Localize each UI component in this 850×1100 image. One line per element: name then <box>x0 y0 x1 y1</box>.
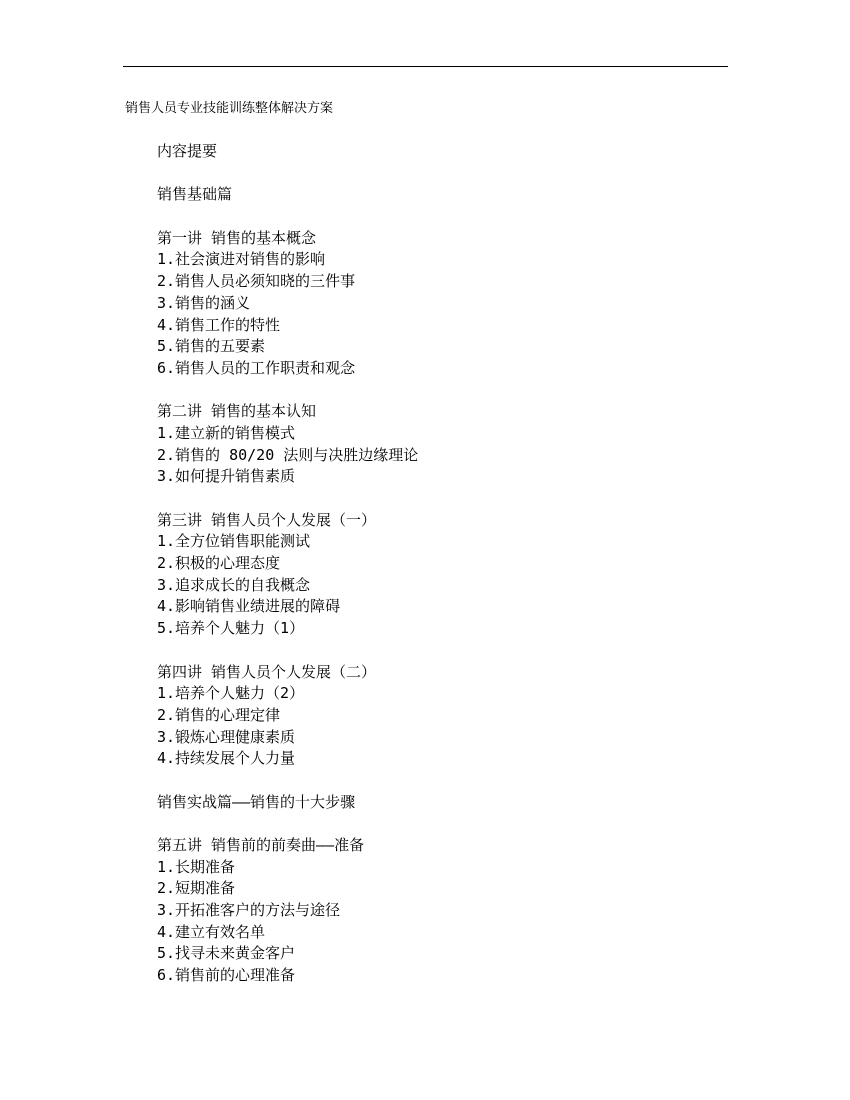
part-title: 销售实战篇——销售的十大步骤 <box>157 792 356 811</box>
part-title: 销售基础篇 <box>157 185 233 204</box>
lecture-item: 4.影响销售业绩进展的障碍 <box>157 597 341 616</box>
summary-title: 内容提要 <box>157 142 218 160</box>
document-header: 销售人员专业技能训练整体解决方案 <box>125 101 334 116</box>
lecture-item: 1.全方位销售职能测试 <box>157 532 311 551</box>
lecture-item: 1.社会演进对销售的影响 <box>157 250 326 269</box>
lecture-item: 6.销售人员的工作职责和观念 <box>157 358 356 377</box>
lecture-item: 1.长期准备 <box>157 857 236 876</box>
blank-line <box>157 770 418 792</box>
lecture-item: 3.追求成长的自我概念 <box>157 575 311 594</box>
lecture-item: 1.建立新的销售模式 <box>157 423 296 442</box>
lecture-item: 2.销售人员必须知晓的三件事 <box>157 272 356 291</box>
lecture-item: 2.销售的心理定律 <box>157 705 281 724</box>
blank-line <box>157 206 418 228</box>
lecture-title: 第一讲 销售的基本概念 <box>157 228 317 247</box>
lecture-title: 第五讲 销售前的前奏曲——准备 <box>157 836 365 854</box>
lecture-item: 2.短期准备 <box>157 879 236 898</box>
lecture-item: 6.销售前的心理准备 <box>157 966 296 985</box>
lecture-item: 5.销售的五要素 <box>157 337 266 356</box>
blank-line <box>157 163 418 185</box>
lecture-item: 3.开拓准客户的方法与途径 <box>157 901 341 920</box>
lecture-item: 3.锻炼心理健康素质 <box>157 727 296 746</box>
lecture-item: 4.建立有效名单 <box>157 922 266 941</box>
lecture-item: 5.找寻未来黄金客户 <box>157 944 296 963</box>
blank-line <box>157 488 418 510</box>
blank-line <box>157 380 418 402</box>
blank-line <box>157 640 418 662</box>
lecture-item: 2.销售的 80/20 法则与决胜边缘理论 <box>157 445 419 464</box>
lecture-title: 第四讲 销售人员个人发展（二） <box>157 662 377 681</box>
lecture-item: 5.培养个人魅力（1） <box>157 619 305 638</box>
document-body <box>157 141 418 987</box>
lecture-item: 4.持续发展个人力量 <box>157 749 296 768</box>
lecture-item: 4.销售工作的特性 <box>157 315 281 334</box>
lecture-item: 3.如何提升销售素质 <box>157 467 296 486</box>
header-rule <box>123 66 728 67</box>
lecture-title: 第三讲 销售人员个人发展（一） <box>157 510 377 529</box>
lecture-title: 第二讲 销售的基本认知 <box>157 402 317 421</box>
lecture-item: 2.积极的心理态度 <box>157 554 281 573</box>
lecture-item: 3.销售的涵义 <box>157 293 251 312</box>
lecture-item: 1.培养个人魅力（2） <box>157 684 305 703</box>
blank-line <box>157 813 418 835</box>
